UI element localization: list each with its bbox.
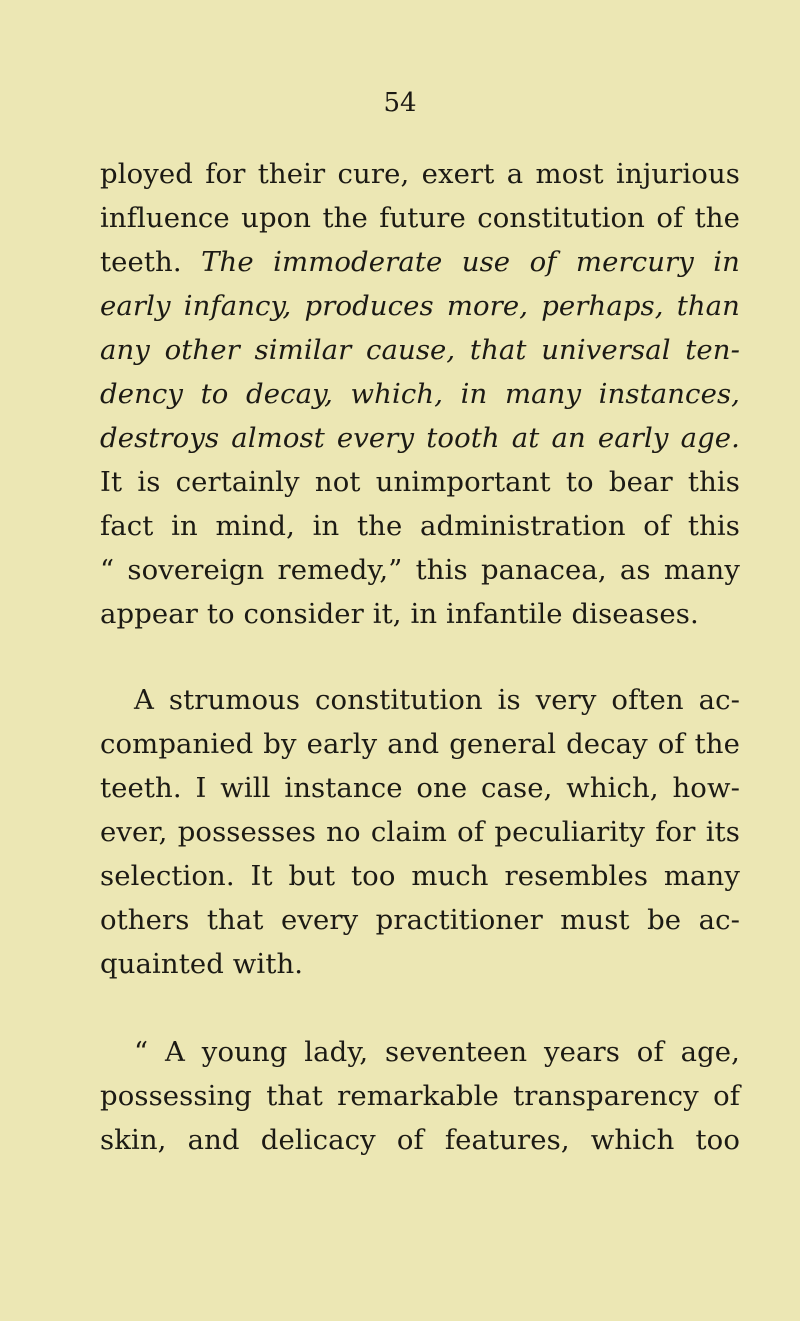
text-line: others that every practitioner must be ac- (100, 904, 740, 936)
text-line: early infancy, produces more, perhaps, than (100, 290, 740, 322)
text-line: ployed for their cure, exert a most injurious (100, 158, 740, 190)
paragraph (100, 1030, 740, 1162)
text-line: selection. It but too much resembles many (100, 860, 740, 892)
text-line: “ sovereign remedy,” this panacea, as many (100, 554, 740, 586)
text-line: “ A young lady, seventeen years of age, (134, 1036, 740, 1068)
text-line: appear to consider it, in infantile diseases. (100, 598, 699, 630)
text-line: teeth. The immoderate use of mercury in (100, 246, 740, 278)
text-line: dency to decay, which, in many instances, (100, 378, 740, 410)
text-line: quainted with. (100, 948, 304, 980)
text-line: destroys almost every tooth at an early age. (100, 422, 740, 454)
text-line: skin, and delicacy of features, which too (100, 1124, 740, 1156)
text-line: any other similar cause, that universal ten- (100, 334, 740, 366)
text-line: companied by early and general decay of the (100, 728, 740, 760)
text-line: A strumous constitution is very often ac- (134, 684, 740, 716)
paragraph (100, 152, 740, 636)
page-text (100, 152, 740, 1162)
text-line: ever, possesses no claim of peculiarity for its (100, 816, 740, 848)
text-line: fact in mind, in the administration of this (100, 510, 740, 542)
page-number: 54 (383, 88, 417, 118)
text-line: It is certainly not unimportant to bear this (100, 466, 740, 498)
text-line: possessing that remarkable transparency of (100, 1080, 740, 1112)
text-line: teeth. I will instance one case, which, how- (100, 772, 740, 804)
paragraph (100, 678, 740, 986)
text-line: influence upon the future constitution of the (100, 202, 740, 234)
